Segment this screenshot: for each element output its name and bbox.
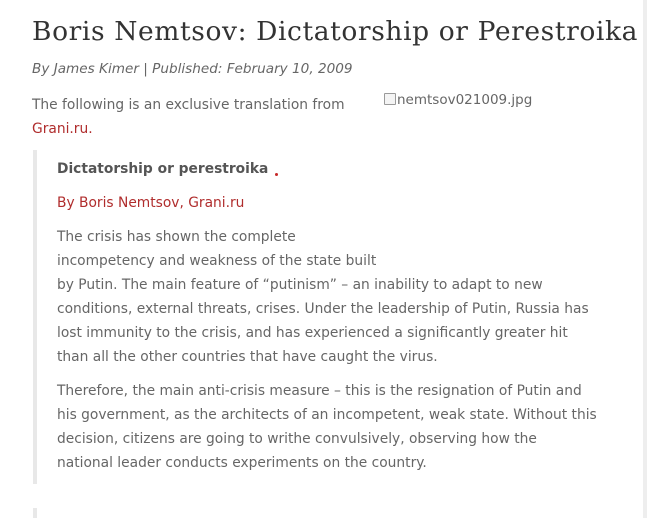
blockquote-border [33, 150, 37, 484]
quote-paragraph-1 [57, 225, 597, 369]
quote-paragraph-2: Therefore, the main anti-crisis measure – this is the resignation of Putin and his government, as the architects of an incompetent, weak state. Without this decision, citizens are going to writhe convulsively, observing how the national leader conducts experiments on the country. [57, 383, 597, 471]
blockquote [57, 157, 597, 475]
blockquote-border-next [33, 508, 37, 518]
grani-link[interactable]: Grani.ru. [32, 121, 93, 137]
quote-title [57, 157, 597, 181]
p1-line-1: The crisis has shown the complete [57, 229, 296, 245]
image-alt-text: nemtsov021009.jpg [397, 92, 533, 108]
quote-byline [57, 191, 597, 215]
p1-line-2: incompetency and weakness of the state built [57, 253, 377, 269]
quote-title-text: Dictatorship or perestroika [57, 161, 269, 177]
article-meta: By James Kimer | Published: February 10, 2009 [32, 61, 353, 77]
red-dot-marker [275, 173, 278, 176]
intro-paragraph [32, 93, 352, 141]
article-image [384, 92, 532, 108]
page-right-border [643, 0, 647, 518]
intro-text: The following is an exclusive translation from [32, 97, 345, 113]
byline-link[interactable]: By Boris Nemtsov, Grani.ru [57, 195, 245, 211]
broken-image-icon [384, 93, 396, 105]
p1-rest: by Putin. The main feature of “putinism” – an inability to adapt to new conditions, external threats, crises. Under the leadership of Putin, Russia has lost immunity to the crisis, and has experienced a significantly greater hit than all the other countries that have caught the virus. [57, 277, 589, 365]
article-title: Boris Nemtsov: Dictatorship or Perestroika [32, 16, 639, 47]
